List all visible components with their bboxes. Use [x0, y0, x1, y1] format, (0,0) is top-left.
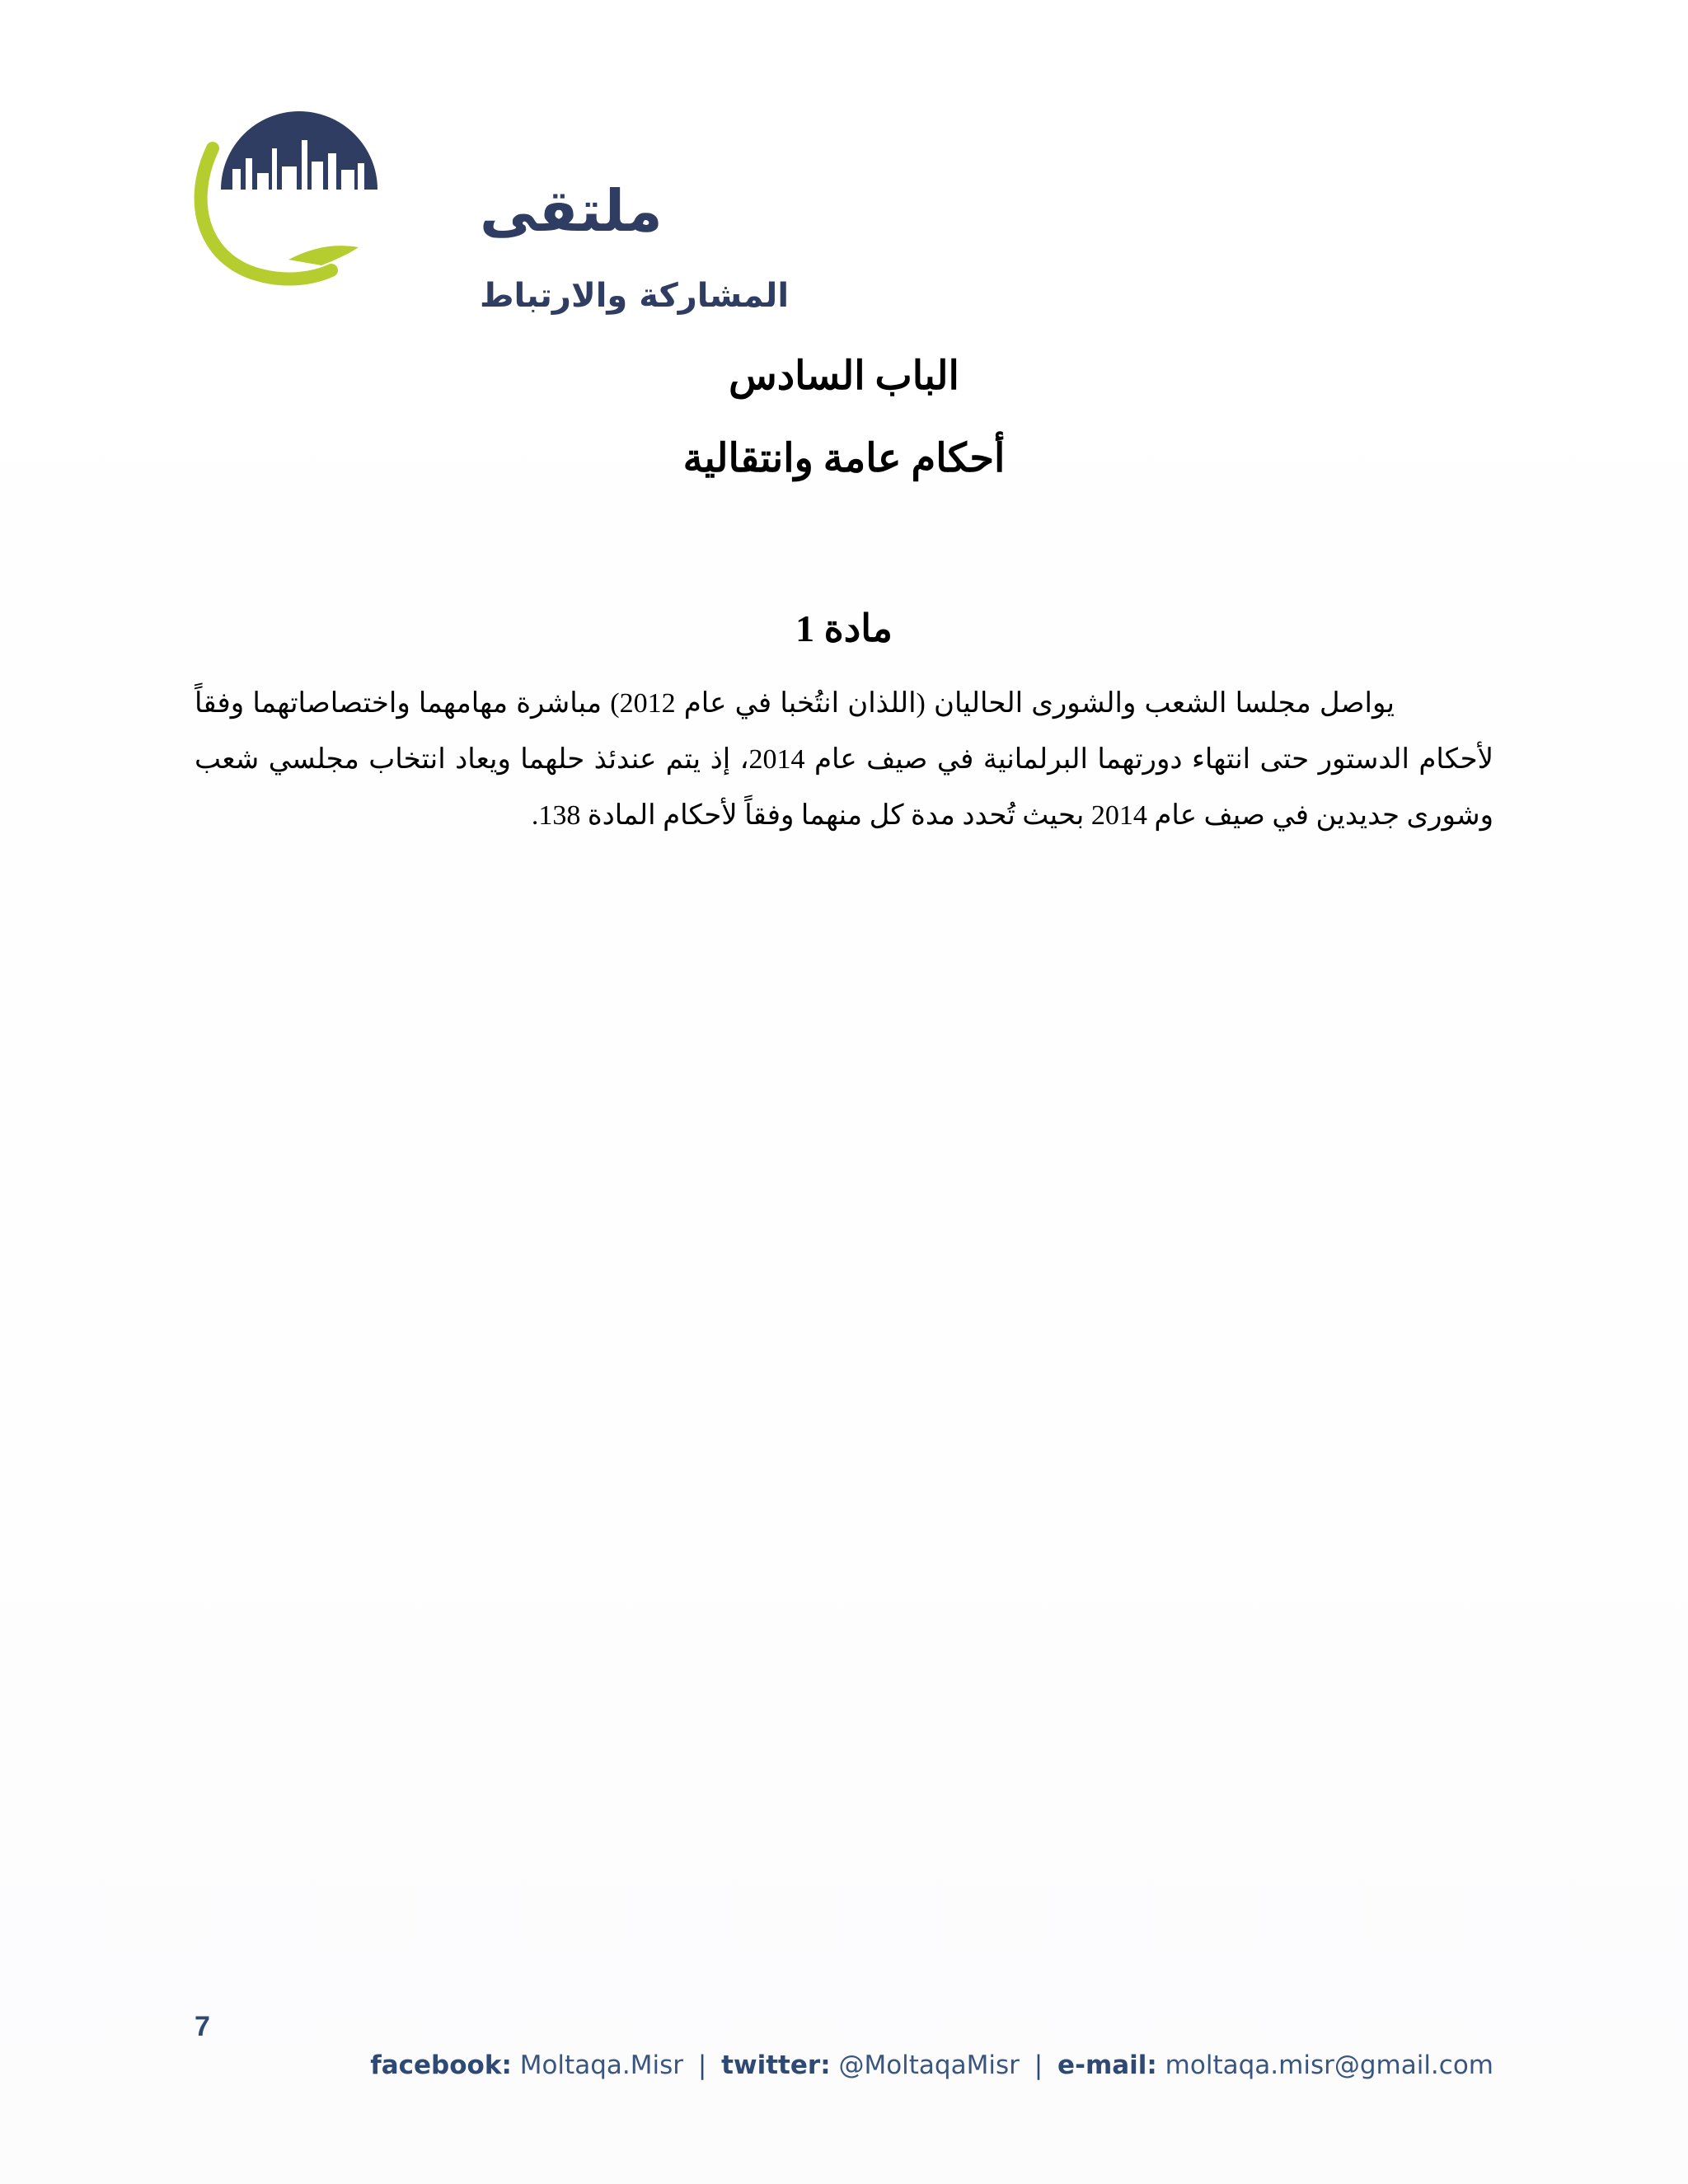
facebook-link[interactable]: Moltaqa.Misr [519, 2050, 683, 2080]
twitter-link[interactable]: @MoltaqaMisr [838, 2050, 1020, 2080]
logo-brand-text: ملتقى [480, 177, 663, 245]
twitter-label: twitter: [721, 2050, 831, 2080]
logo-tagline: المشاركة والارتباط [480, 277, 790, 315]
footer-separator: | [697, 2050, 707, 2080]
email-link[interactable]: moltaqa.misr@gmail.com [1165, 2050, 1493, 2080]
logo-graphic [190, 91, 790, 321]
footer-contact [370, 2050, 1493, 2080]
article-body: يواصل مجلسا الشعب والشورى الحاليان (اللذان انتُخبا في عام 2012) مباشرة مهامهما واختصاصاتهما وفقاً لأحكام الدستور حتى انتهاء دورتهما البرلمانية في صيف عام 2014، إذ يتم عندئذ حلهما ويعاد انتخاب مجلسي شعب وشورى جديدين في صيف عام 2014 بحيث تُحدد مدة كل منهما وفقاً لأحكام المادة 138. [195, 688, 1493, 831]
footer-separator: | [1034, 2050, 1043, 2080]
moltaqa-logo [190, 91, 790, 321]
article-heading: مادة 1 [795, 607, 893, 649]
chapter-subtitle: أحكام عامة وانتقالية [682, 437, 1006, 480]
facebook-label: facebook: [370, 2050, 512, 2080]
email-label: e-mail: [1057, 2050, 1157, 2080]
chapter-title: الباب السادس [729, 354, 959, 398]
page-number: 7 [195, 2011, 210, 2042]
